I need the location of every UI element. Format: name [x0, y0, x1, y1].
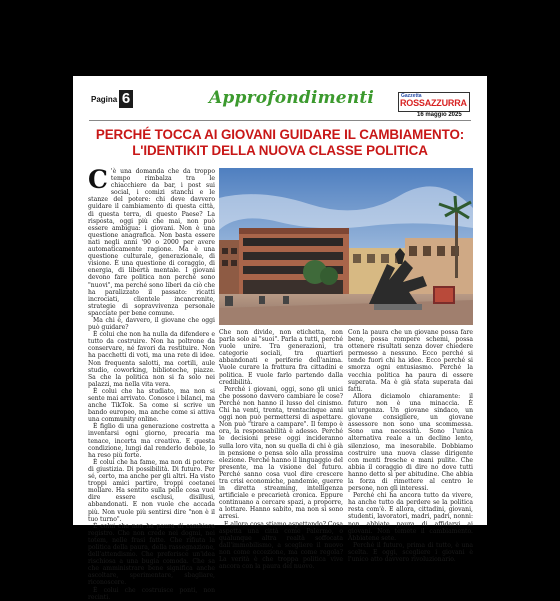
drop-cap: C: [88, 165, 108, 194]
paragraph: 'è una domanda che da troppo tempo rimbalza tra le chiacchiere da bar, i post sui social, i comizi stanchi e le stanze del potere: chi deve davvero guidare il cambiamento di questa città, di questa terra, di questo Paese? La risposta, oggi più che mai, non può essere ambigua: i giovani. Non è una questione anagrafica. Non basta essere nati negli anni '90 o 2000 per avere automaticamente ragione. Ma è una questione culturale, generazionale, di visione. È una questione di coraggio, di energia, di libertà mentale. I giovani devono fare politica non perché sono "nuovi", ma perché sono liberi da ciò che ha paralizzato il passato: ricatti incrociati, clientele incancrenite, strategie di sopravvivenza personale spacciate per bene comune.: [88, 168, 215, 317]
paragraph: Ma chi è, davvero, il giovane che oggi può guidare?: [88, 316, 215, 332]
article-headline: [87, 127, 473, 159]
paragraph: È colui che non ha paura di cambiare registro. Che non crede nei dogmi, nei totem, nelle frasi fatte. Che rifiuta la politica della paura, della rassegnazione, dell'attendismo. Che preferisce un'idea rischiosa a una bugia comoda. Che sa che amministrare bene significa anche ascoltare, sperimentare, sbagliare, riconoscere.: [88, 522, 215, 587]
article-column-2: [219, 329, 343, 571]
article-photo-town-square: [219, 168, 473, 325]
paragraph: È colui che ha studiato, ma non si sente mai arrivato. Conosce i bilanci, ma anche TikTok. Sa come si scrive un bando europeo, ma anche come si attiva una community online.: [88, 387, 215, 424]
issue-date: 16 maggio 2025: [417, 112, 462, 118]
paragraph: È colui che costruisce ponti, non recinti.: [88, 586, 215, 601]
header-divider: [89, 120, 471, 121]
article-column-3: [348, 329, 473, 563]
page-header: [73, 76, 487, 120]
paragraph: Che non divide, non etichetta, non parla solo ai "suoi". Parla a tutti, perché vuole unire. Tra generazioni, tra categorie sociali, tra quartieri abbandonati e periferie dell'anima. Vuole curare la frattura fra cittadini e politica. E vuole farlo partendo dalla credibilità.: [219, 329, 343, 386]
newspaper-logo: [398, 92, 470, 112]
section-title: Approfondimenti: [209, 88, 375, 108]
paragraph: Con la paura che un giovane possa fare bene, possa rompere schemi, possa ottenere risultati senza dover chiedere permesso a nessuno. Ecco perché si tende fuori chi ha idee. Ecco perché si smorza ogni entusiasmo. Perché la vecchia politica ha paura di essere superata. Ma è già stata superata dai fatti.: [348, 329, 473, 393]
headline-line-2: L'IDENTIKIT DELLA NUOVA CLASSE POLITICA: [132, 143, 428, 158]
paragraph: Perché chi ha ancora tutto da vivere, ha anche tutto da perdere se la politica resta com'è. E allora, cittadini, giovani, studenti, lavoratori, madri, padri, nonni: non abbiate paura di affidarvi ai giovani. Non temete il cambiamento. Abbiatene sete.: [348, 492, 473, 542]
newspaper-page: [73, 76, 487, 601]
paragraph: Perché il futuro, prima di tutto, è una scelta. E oggi, scegliere i giovani è l'unico atto davvero rivoluzionario.: [348, 541, 473, 563]
page-number: 6: [119, 90, 133, 108]
article-column-1: [88, 165, 215, 601]
logo-top-text: Gazzetta: [401, 93, 422, 99]
page-label: Pagina: [91, 95, 118, 104]
logo-main-text: ROSSAZZURRA: [400, 98, 467, 108]
paragraph: Allora diciamolo chiaramente: il futuro non è una minaccia. È un'urgenza. Un giovane sindaco, un giovane consigliere, un giovane assessore non sono una scommessa. Sono una necessità. Sono l'unica alternativa reale a un declino lento, silenzioso, ma inesorabile. Dobbiamo costruire una nuova classe dirigente con menti fresche e mani pulite. Che abbia il coraggio di dire no dove tutti hanno detto sì per abitudine. Che abbia la forza di rimettere al centro le persone, non gli interessi.: [348, 392, 473, 493]
paragraph: È colui che ha fame, ma non di potere: di giustizia. Di possibilità. Di futuro. Per sé, certo, ma anche per gli altri. Ha visto troppi amici partire, troppi coetanei mollare. Ha sentito sulla pelle cosa vuol dire essere esclusi, disillusi, abbandonati. E non vuole che accada più. Non vuole più sentirsi dire "non è il tuo turno".: [88, 458, 215, 523]
paragraph: È colui che non ha nulla da difendere e tutto da costruire. Non ha poltrone da conservare, né favori da restituire. Non ha pacchetti di voti, ma una rete di idee. Non frequenta salotti, ma cortili, aule studio, coworking, biblioteche, piazze. Sa che la politica non si fa solo nei palazzi, ma nella vita vera.: [88, 331, 215, 388]
paragraph: E allora cosa stiamo aspettando? Cosa aspetta una città come Palermo, o qualunque altra realtà soffocata dall'immobilismo, a scegliere il nuovo non come eccezione, ma come regola? La verità è che troppa politica vive ancora con la paura del nuovo.: [219, 520, 343, 571]
paragraph: Perché i giovani, oggi, sono gli unici che possono davvero cambiare le cose? Perché non hanno il lusso del cinismo. Chi ha venti, trenta, trentacinque anni oggi non può permettersi di aspettare. Non può "tirare a campare". Il tempo è ora, la responsabilità è adesso. Perché le decisioni prese oggi incideranno sulla loro vita, non su quella di chi è già in pensione o pensa solo alla prossima elezione. Perché hanno il linguaggio del presente, ma la visione del futuro. Perché sanno cosa vuol dire crescere tra crisi economiche, pandemie, guerre in diretta streaming, intelligenza artificiale e precarietà cronica. Eppure continuano a cercare spazi, a proporre, a lottare. Hanno sabito, ma non si sono arresi.: [219, 385, 343, 521]
headline-line-1: PERCHÉ TOCCA AI GIOVANI GUIDARE IL CAMBIAMENTO:: [95, 127, 465, 142]
paragraph: È figlio di una generazione costretta a inventarsi ogni giorno, precaria ma tenace, incerta ma creativa. E questa condizione, lungi dal renderlo debole, lo ha reso più forte.: [88, 423, 215, 459]
